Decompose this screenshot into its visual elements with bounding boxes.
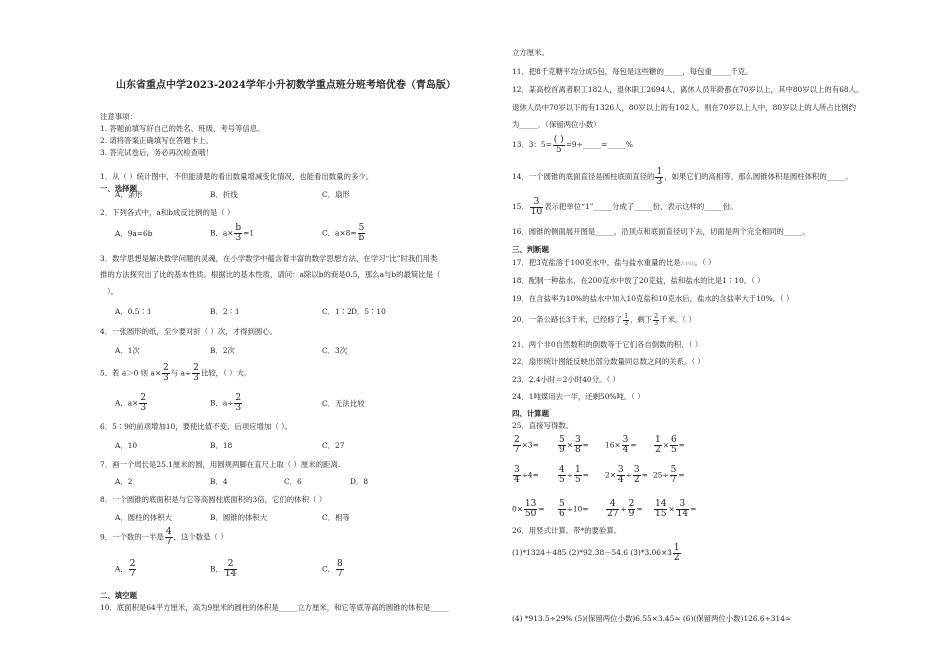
option-c: C． $\frac{8}{7}$ — [322, 559, 343, 579]
option-c: C．扇形 — [322, 190, 350, 199]
option-a: A．1次 — [115, 346, 140, 355]
option-b: B．18 — [210, 441, 233, 450]
page-title: 山东省重点中学2023-2024学年小升初数学重点班分班考培优卷（青岛版） — [116, 80, 456, 91]
fraction: $\frac{2}{7}$ — [129, 559, 136, 579]
fraction: $\frac{3}{8}$ — [574, 435, 581, 455]
option-a: A．2 — [115, 477, 133, 486]
question-20: 20．一条公路长3千米，已经修了 $\frac{1}{3}$ ，剩下 $\frac{2}{3}$ 千米。（ ） — [512, 312, 696, 327]
math-item: 16× $\frac{3}{4}$ = — [605, 435, 637, 455]
fraction: $\frac{2}{3}$ — [193, 363, 199, 383]
question-22: 22．扇形统计图能反映出部分数量同总数之间的关系。（ ） — [512, 357, 705, 366]
question-2: 2．下列各式中，a和b成反比例的是（ ） — [100, 208, 235, 217]
question-4: 4．一张圆形的纸，至少要对折（ ）次，才得到圆心。 — [100, 327, 278, 336]
math-item: $\frac{4}{27}$ ÷ $\frac{2}{9}$ = — [607, 499, 643, 519]
option-b: B． $\frac{2}{14}$ — [210, 559, 237, 579]
fraction: $\frac{14}{15}$ — [655, 499, 667, 519]
fraction: $\frac{5}{9}$ — [559, 435, 565, 455]
math-item: $\frac{14}{15}$ × $\frac{3}{14}$ = — [655, 499, 697, 519]
fraction: $\frac{2}{3}$ — [654, 312, 659, 327]
notice-heading: 注意事项： — [100, 112, 137, 121]
option-c: C．1∶2 — [322, 307, 352, 316]
fraction: $\frac{6}{5}$ — [670, 435, 677, 455]
question-26-row: (1)*1324＋485 (2)*92.38－54.6 (3)*3.06×3 $\frac{1}{2}$ — [512, 542, 680, 563]
question-10: 10．底面积是64平方厘米，高为9厘米的圆柱的体积是_____立方厘米，和它等底等高的圆锥的体积是_____ — [100, 603, 449, 612]
option-b: B．2∶1 — [210, 307, 240, 316]
question-25: 25．直接写得数。 — [512, 421, 574, 430]
fraction: $\frac{5}{b}$ — [358, 223, 365, 243]
option-c: C．3次 — [322, 346, 348, 355]
fraction: $\frac{2}{3}$ — [140, 393, 147, 413]
option-c: C．6 — [284, 477, 302, 486]
question-5: 5．若 a＞0 则 a× $\frac{2}{3}$ 与 a÷ $\frac{2}{3}$ 比较，（ ）大. — [100, 363, 247, 383]
math-item: 2× $\frac{3}{4}$ ÷ $\frac{3}{2}$ = — [605, 465, 648, 485]
math-item: $\frac{5}{6}$ ÷10= — [559, 499, 589, 519]
math-item: $\frac{1}{2}$ × $\frac{6}{5}$ = — [655, 435, 685, 455]
fraction: $\frac{5}{6}$ — [559, 499, 565, 519]
option-a: A．10 — [115, 441, 138, 450]
question-10-cont: 立方厘米。 — [512, 48, 549, 57]
fraction: $\frac{2}{3}$ — [163, 363, 169, 383]
notice-item: 3. 答完试卷后，务必再次检查哦！ — [100, 148, 213, 157]
notice-item: 2. 请将答案正确填写在答题卡上。 — [100, 136, 213, 145]
option-b: B．圆锥的体积大 — [210, 513, 268, 522]
question-17: 17．把3克盐溶于100克水中，盐与盐水重量的比是3∶100。（ ） — [512, 258, 716, 267]
question-19: 19．在含盐率为10%的盐水中加入10克盐和10克水后，盐水的含盐率大于10%。（ ） — [512, 294, 794, 303]
math-item: 0× $\frac{13}{50}$ = — [512, 499, 545, 519]
fraction: $\frac{3}{4}$ — [622, 435, 629, 455]
math-item: $\frac{5}{9}$ × $\frac{3}{8}$ = — [559, 435, 589, 455]
fraction: $\frac{( )}{5}$ — [553, 134, 564, 155]
section-heading: 四、计算题 — [512, 409, 549, 418]
fraction: $\frac{1}{2}$ — [655, 435, 661, 455]
question-3-line: 3．数学思想是解决数学问题的灵魂，在小学数学中蕴含着丰富的数学思想方法，在学习“比”时我们用类 — [100, 254, 438, 263]
question-18: 18．配制一种盐水，在200克水中放了20克盐，盐和盐水的比是1∶10。（ ） — [512, 276, 765, 285]
fraction: $\frac{3}{10}$ — [530, 196, 543, 217]
option-b: B．a÷ $\frac{2}{3}$ — [210, 393, 242, 413]
fraction: $\frac{8}{7}$ — [337, 559, 343, 579]
fraction: $\frac{4}{5}$ — [559, 465, 565, 485]
option-c: C．27 — [322, 441, 345, 450]
option-a: A． $\frac{2}{7}$ — [115, 559, 136, 579]
option-d: D．8 — [350, 477, 369, 486]
question-26-row: (4) *913.5÷29% (5)(保留两位小数)6.55×3.45≈ (6)(保留两位小数)126.6÷314≈ — [512, 614, 792, 623]
question-23: 23．2.4小时＝2小时40分。（ ） — [512, 375, 620, 384]
option-b: B．折线 — [210, 190, 238, 199]
math-item: $\frac{2}{7}$ ×3= — [514, 435, 539, 455]
option-c: C．a×8= $\frac{5}{b}$ — [322, 223, 365, 243]
option-c: C．无法比较 — [322, 399, 365, 408]
math-item: $\frac{3}{4}$ ÷4= — [514, 465, 539, 485]
fraction: $\frac{3}{4}$ — [617, 465, 624, 485]
question-3-line: 推的方法探究出了比的基本性质。根据比的基本性质，请问：a除以b的商是0.5，那么a与b的最简比是（ — [100, 270, 441, 279]
option-b: B．4 — [210, 477, 228, 486]
fraction: $\frac{1}{5}$ — [574, 465, 581, 485]
fraction: $\frac{4}{7}$ — [165, 527, 172, 547]
fraction: $\frac{3}{4}$ — [514, 465, 520, 485]
question-16: 16．圆锥的侧面展开图是_____，沿顶点和底面直径切下去，切面是两个完全相同的_____。 — [512, 227, 810, 236]
fraction: $\frac{2}{14}$ — [224, 559, 237, 579]
option-b: B．2次 — [210, 346, 235, 355]
fraction: $\frac{2}{9}$ — [628, 499, 635, 519]
question-8: 8．一个圆锥的底面积是与它等高圆柱底面积的3倍，它们的体积（ ） — [100, 495, 327, 504]
question-9: 9．一个数的一半是 $\frac{4}{7}$ ，这个数是（ ） — [100, 527, 228, 547]
section-heading: 二、填空题 — [100, 591, 137, 600]
option-d: D．5∶10 — [351, 307, 386, 316]
option-a: A．9a=6b — [115, 229, 153, 238]
option-a: A．条形 — [115, 190, 143, 199]
question-24: 24．1吨煤用去一半，还剩50%吨。（ ） — [512, 392, 645, 401]
fraction: $\frac{1}{2}$ — [673, 542, 680, 563]
section-heading: 一、选择题 — [100, 184, 137, 193]
option-c: C．相等 — [322, 513, 350, 522]
question-12-line: 退休人员中70岁以下的有1326人，80岁以上的有102人，则在70岁以上人中，80岁以上的人所占比例约 — [512, 103, 856, 112]
question-14: 14．一个圆锥的底面直径是圆柱底面直径的 $\frac{1}{3}$ ，如果它们的高相等，那么圆锥体积是圆柱体积的_____。 — [512, 166, 853, 187]
section-heading: 三、判断题 — [512, 245, 549, 254]
fraction: $\frac{5}{7}$ — [670, 465, 677, 485]
question-12-line: 12．某高校首离者职工182人，退休职工2694人，离休人员年龄都在70岁以上，其中80岁以上的有68人。 — [512, 85, 864, 94]
question-7: 7．画一个周长是25.1厘米的圆，用圆规两脚在直尺上取（ ）厘米的距离. — [100, 460, 341, 469]
question-13: 13．3：5= $\frac{( )}{5}$ =9÷_____=_____% — [512, 134, 633, 155]
question-12-line: 为_____．（保留两位小数） — [512, 120, 601, 129]
fraction: $\frac{3}{14}$ — [676, 499, 689, 519]
fraction: $\frac{2}{7}$ — [514, 435, 520, 455]
option-a: A．0.5∶1 — [115, 307, 152, 316]
option-a: A．a× $\frac{2}{3}$ — [115, 393, 147, 413]
fraction: $\frac{13}{50}$ — [524, 499, 537, 519]
fraction: $\frac{1}{3}$ — [656, 166, 663, 187]
fraction: $\frac{3}{2}$ — [633, 465, 640, 485]
question-15: 15． $\frac{3}{10}$ 表示把单位“1”_____分成了_____份，表示这样的_____份。 — [512, 196, 738, 217]
question-11: 11．把8千克糖平均分成5包，每包是这些糖的_____，每包重_____千克。 — [512, 67, 753, 76]
fraction: $\frac{4}{27}$ — [607, 499, 619, 519]
math-item: 25÷ $\frac{5}{7}$ = — [653, 465, 685, 485]
question-21: 21．两个非0自然数积的倒数等于它们各自倒数的积．（ ） — [512, 340, 703, 349]
option-b: B．a× $\frac{b}{3}$ =1 — [210, 223, 255, 243]
question-6: 6．5∶9的前项增加10，要使比值不变，后项应增加（ ）。 — [100, 422, 293, 431]
math-item: $\frac{4}{5}$ ÷ $\frac{1}{5}$ = — [559, 465, 589, 485]
notice-item: 1. 答题前填写好自己的姓名、班级、考号等信息。 — [100, 124, 265, 133]
fraction: $\frac{1}{3}$ — [624, 312, 629, 327]
question-3-line: ）。 — [107, 287, 119, 296]
fraction: $\frac{b}{3}$ — [235, 223, 242, 243]
option-a: A．圆柱的体积大 — [115, 513, 173, 522]
question-26: 26．用竖式计算。带*的要验算。 — [512, 526, 622, 535]
question-1: 1．从（ ）统计图中，不但能清楚的看出数量增减变化情况，也能看出数量的多少。 — [100, 172, 374, 181]
fraction: $\frac{2}{3}$ — [235, 393, 242, 413]
